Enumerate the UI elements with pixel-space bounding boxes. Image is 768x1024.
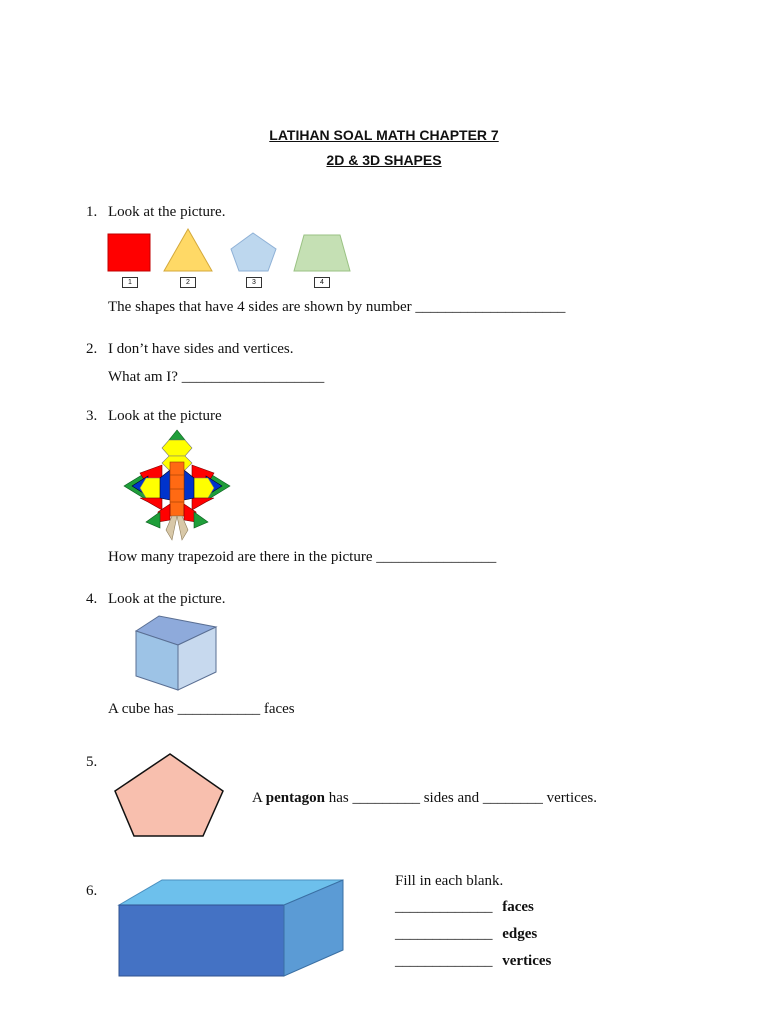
q1-number: 1. <box>86 204 98 220</box>
q2-text: What am I? <box>108 369 178 385</box>
q4-number: 4. <box>86 591 98 607</box>
q6-label-faces: faces <box>502 899 534 915</box>
q5-text-a: A <box>252 790 263 806</box>
q5-text-b: has <box>328 790 349 806</box>
q3-blank[interactable]: ________________ <box>376 549 497 565</box>
q6-instruction: Fill in each blank. <box>395 873 504 889</box>
q3-prompt: Look at the picture <box>108 408 222 424</box>
q5-text-d: vertices. <box>546 790 598 806</box>
q5-bold-word: pentagon <box>265 790 325 806</box>
page-subtitle: 2D & 3D SHAPES <box>326 152 442 168</box>
q4-prompt: Look at the picture. <box>108 591 226 607</box>
q5-number: 5. <box>86 754 98 770</box>
q6-blank-vertices[interactable]: _____________ <box>395 953 493 969</box>
q6-row-vertices <box>395 952 551 970</box>
shape-label-1: 1 <box>122 277 138 288</box>
q5-text-c: sides and <box>423 790 480 806</box>
q1-text: The shapes that have 4 sides are shown by number <box>108 299 412 315</box>
q4-text-before: A cube has <box>108 701 174 717</box>
q1-prompt: Look at the picture. <box>108 204 226 220</box>
q6-blank-faces[interactable]: _____________ <box>395 899 493 915</box>
q2-blank[interactable]: ___________________ <box>181 369 325 385</box>
q4-text-after: faces <box>263 701 295 717</box>
q6-blank-edges[interactable]: _____________ <box>395 926 493 942</box>
q6-label-vertices: vertices <box>502 953 552 969</box>
shape-label-3: 3 <box>246 277 262 288</box>
page-title: LATIHAN SOAL MATH CHAPTER 7 <box>269 127 499 143</box>
q6-row-faces <box>395 898 534 916</box>
shape-label-4: 4 <box>314 277 330 288</box>
q2-number: 2. <box>86 341 98 357</box>
q1-blank[interactable]: ____________________ <box>415 299 566 315</box>
prism-front-face <box>119 905 284 976</box>
q6-label-edges: edges <box>502 926 538 942</box>
q2-prompt: I don’t have sides and vertices. <box>108 341 294 357</box>
q6-number: 6. <box>86 883 98 899</box>
q5-blank-vertices[interactable]: ________ <box>482 790 543 806</box>
q3-number: 3. <box>86 408 98 424</box>
q4-blank[interactable]: ___________ <box>177 701 261 717</box>
shape-label-2: 2 <box>180 277 196 288</box>
q5-blank-sides[interactable]: _________ <box>352 790 420 806</box>
q3-text: How many trapezoid are there in the picture <box>108 549 373 565</box>
q6-row-edges <box>395 925 537 943</box>
